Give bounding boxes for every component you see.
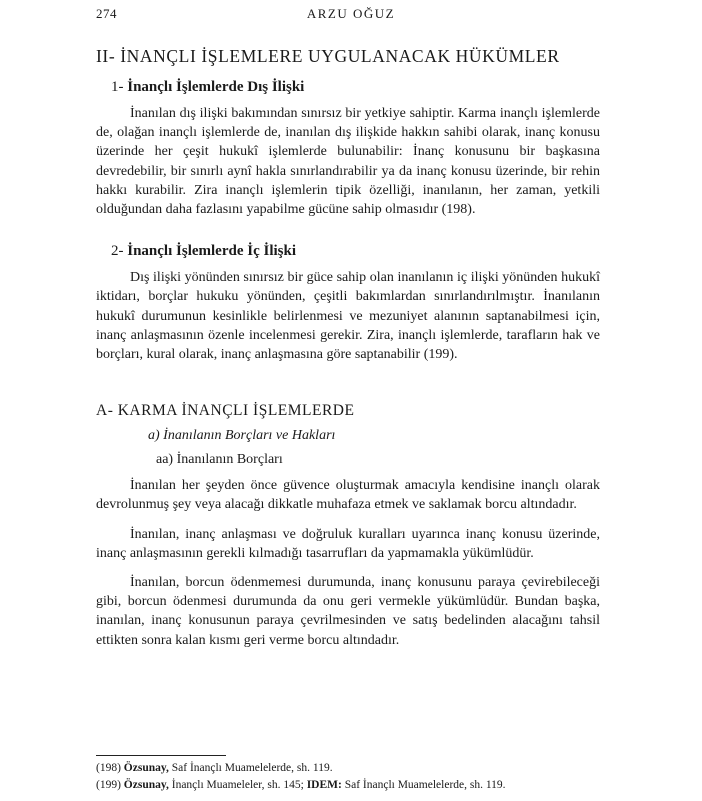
page-header [0,4,702,26]
running-head: ARZU OĞUZ [306,6,396,21]
subsection-a-paragraph-1: İnanılan her şeyden önce güvence oluşturmak amacıyla kendisine inançlı olarak devrolunmuş şey veya alacağı dikkatle muhafaza etmek ve saklamak borcu altındadır. [96,478,600,513]
subsection-2-heading [111,243,600,260]
footnote-author: Özsunay, [123,779,169,791]
footnote-author-2: IDEM: [306,779,342,791]
page-body [96,46,600,660]
footnote-text-2: Saf İnançlı Muamelelerde, sh. 119. [344,779,506,791]
subsection-a-aa-heading: aa) İnanılanın Borçları [156,452,283,468]
footnote-text: Saf İnançlı Muamelelerde, sh. 119. [171,762,333,774]
subsection-2-title: İnançlı İşlemlerde İç İlişki [127,243,297,260]
subsection-1-paragraph: İnanılan dış ilişki bakımından sınırsız bir yetkiye sahiptir. Karma inançlı işlemlerde de, olağan inançlı işlemlerde de, inanılan dış ilişkide hakkın sahibi olarak, inanç konusu üzerinde her çeşit hukukî işlemlerde bulunabilir: İnanç konusunu bir başkasına devredebilir, bir sınırlı aynî hakla sınırlandırabilir ya da inanç konusu üzerinde, bir rehin hakkı kurabilir. Zira inançlı işlemlerin tipik özelliği, inanılanın, her zaman, yetkili olduğundan daha fazlasını yapabilme gücüne sahip olmasıdır (198). [96,106,600,218]
subsection-a-paragraph-2: İnanılan, inanç anlaşması ve doğruluk kuralları uyarınca inanç konusu üzerinde, inanç anlaşmasının gerekli kılmadığı tasarrufları da yapmamakla yükümlüdür. [96,526,600,561]
subsection-1-heading [111,79,600,96]
footnotes [96,760,616,794]
footnote-199 [96,777,616,794]
footnote-author: Özsunay, [123,762,169,774]
page-number: 274 [96,6,117,21]
subsection-2-paragraph: Dış ilişki yönünden sınırsız bir güce sahip olan inanılanın iç ilişki yönünden hukukî iktidarı, borçlar hukuku yönünden, çeşitli bakımlardan sınırlandırılmıştır. İnanılanın hukukî durumunun kesinlikle belirlenmesi ve mezuniyet alanının saptanabilmesi için, inanç anlaşmasının özenle incelenmesi gerekir. Zira, inançlı işlemlerde, tarafların hak ve borçları, kural olarak, inanç anlaşmasına göre saptanabilir (199). [96,270,600,363]
footnote-number: (198) [96,762,121,774]
footnote-text: İnançlı Muameleler, sh. 145; [171,779,304,791]
subsection-a-heading: A- KARMA İNANÇLI İŞLEMLERDE [96,402,355,420]
section-title: II- İNANÇLI İŞLEMLERE UYGULANACAK HÜKÜMLER [96,46,560,66]
subsection-2-number: 2- [111,243,124,260]
footnote-number: (199) [96,779,121,791]
subsection-a-a-heading: a) İnanılanın Borçları ve Hakları [148,428,336,444]
footnote-divider [96,755,226,756]
subsection-1-number: 1- [111,79,124,95]
footnote-198 [96,760,616,777]
subsection-a-paragraph-3: İnanılan, borcun ödenmemesi durumunda, inanç konusunu paraya çevirebileceği gibi, borcun ödenmesi durumunda da onu geri vermekle yükümlüdür. Bundan başka, inanılan, inanç konusunun paraya çevrilmesinden ve satış bedelinden alacağını tahsil ettikten sonra kalan kısmı geri verme borcu altındadır. [96,575,600,648]
subsection-1-title: İnançlı İşlemlerde Dış İlişki [127,79,305,95]
